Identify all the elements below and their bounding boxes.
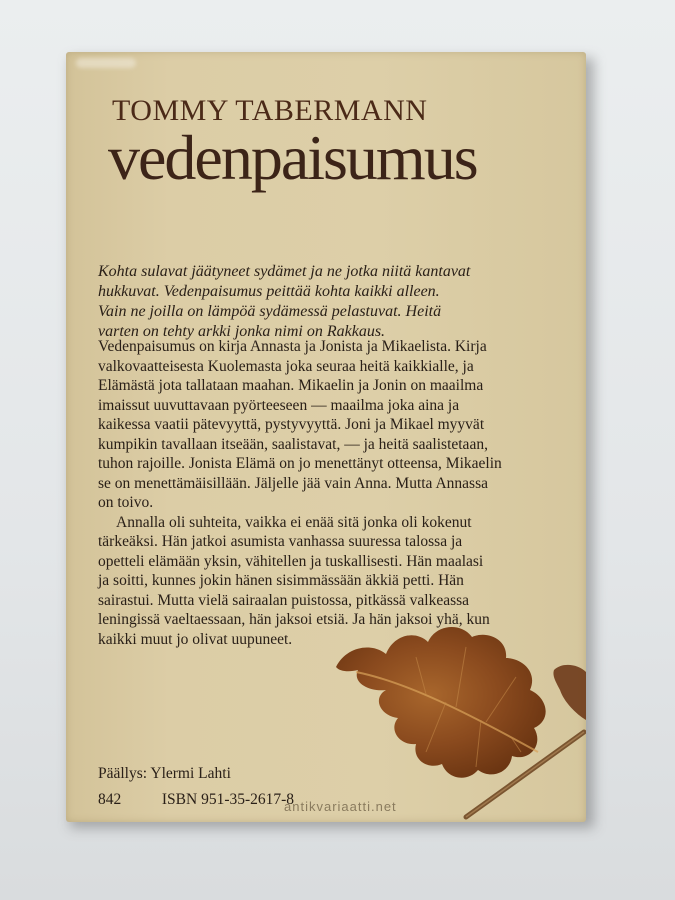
book-title: vedenpaisumus <box>108 122 477 193</box>
cover-designer-credit: Päällys: Ylermi Lahti <box>98 765 231 782</box>
author-name: TOMMY TABERMANN <box>112 94 428 127</box>
text-line: tärkeäksi. Hän jatkoi asumista vanhassa suuressa talossa ja <box>98 533 463 550</box>
text-line: kaikki muut jo olivat uupuneet. <box>98 630 293 648</box>
publication-info <box>98 791 294 809</box>
tagline-line: Kohta sulavat jäätyneet sydämet ja ne jotka niitä kantavat <box>98 263 471 280</box>
text-line: imaissut uuvuttavaan pyörteeseen — maailma joka aina ja <box>98 396 460 414</box>
tagline-line: hukkuvat. Vedenpaisumus peittää kohta kaikki alleen. <box>98 283 440 300</box>
text-line: on toivo. <box>98 494 154 511</box>
text-line: valkovaatteisesta Kuolemasta joka seuraa heitä kaikkialle, ja <box>98 357 474 375</box>
text-line: kaikessa vaatii pätevyyttä, pystyvyyttä. Joni ja Mikael myyvät <box>98 416 485 433</box>
text-line: opetteli elämään yksin, vähitellen ja tuskallisesti. Hän maalasi <box>98 552 484 570</box>
description-paragraph-1 <box>98 337 573 513</box>
text-line: leningissä vaeltaessaan, hän jaksoi etsiä. Ja hän jaksoi yhä, kun <box>98 611 490 628</box>
text-line: se on menettämäisillään. Jäljelle jää vain Anna. Mutta Annassa <box>98 474 488 492</box>
isbn: ISBN 951-35-2617-8 <box>161 791 295 808</box>
text-line: Elämästä jota tallataan maahan. Mikaelin ja Jonin on maailma <box>98 377 484 394</box>
tagline-line: Vain ne joilla on lämpöä sydämessä pelastuvat. Heitä <box>98 303 442 320</box>
text-line: ja soitti, kunnes jokin hänen sisimmässään äkkiä petti. Hän <box>98 572 464 589</box>
text-line: Vedenpaisumus on kirja Annasta ja Jonista ja Mikaelista. Kirja <box>98 338 487 355</box>
watermark: antikvariaatti.net <box>284 799 397 814</box>
text-line: sairastui. Mutta vielä sairaalan puistossa, pitkässä valkeassa <box>98 591 470 609</box>
oak-leaf-illustration <box>316 602 586 822</box>
text-line: kumpikin tavallaan itseään, saalistavat, — ja heitä saalistetaan, <box>98 435 488 453</box>
text-line: Annalla oli suhteita, vaikka ei enää sitä jonka oli kokenut <box>116 513 472 531</box>
series-number: 842 <box>98 791 122 808</box>
tagline <box>98 262 568 342</box>
book-back-cover <box>66 52 586 822</box>
tagline-line: varten on tehty arkki jonka nimi on Rakkaus. <box>98 323 386 340</box>
text-line: tuhon rajoille. Jonista Elämä on jo menettänyt otteensa, Mikaelin <box>98 455 502 472</box>
